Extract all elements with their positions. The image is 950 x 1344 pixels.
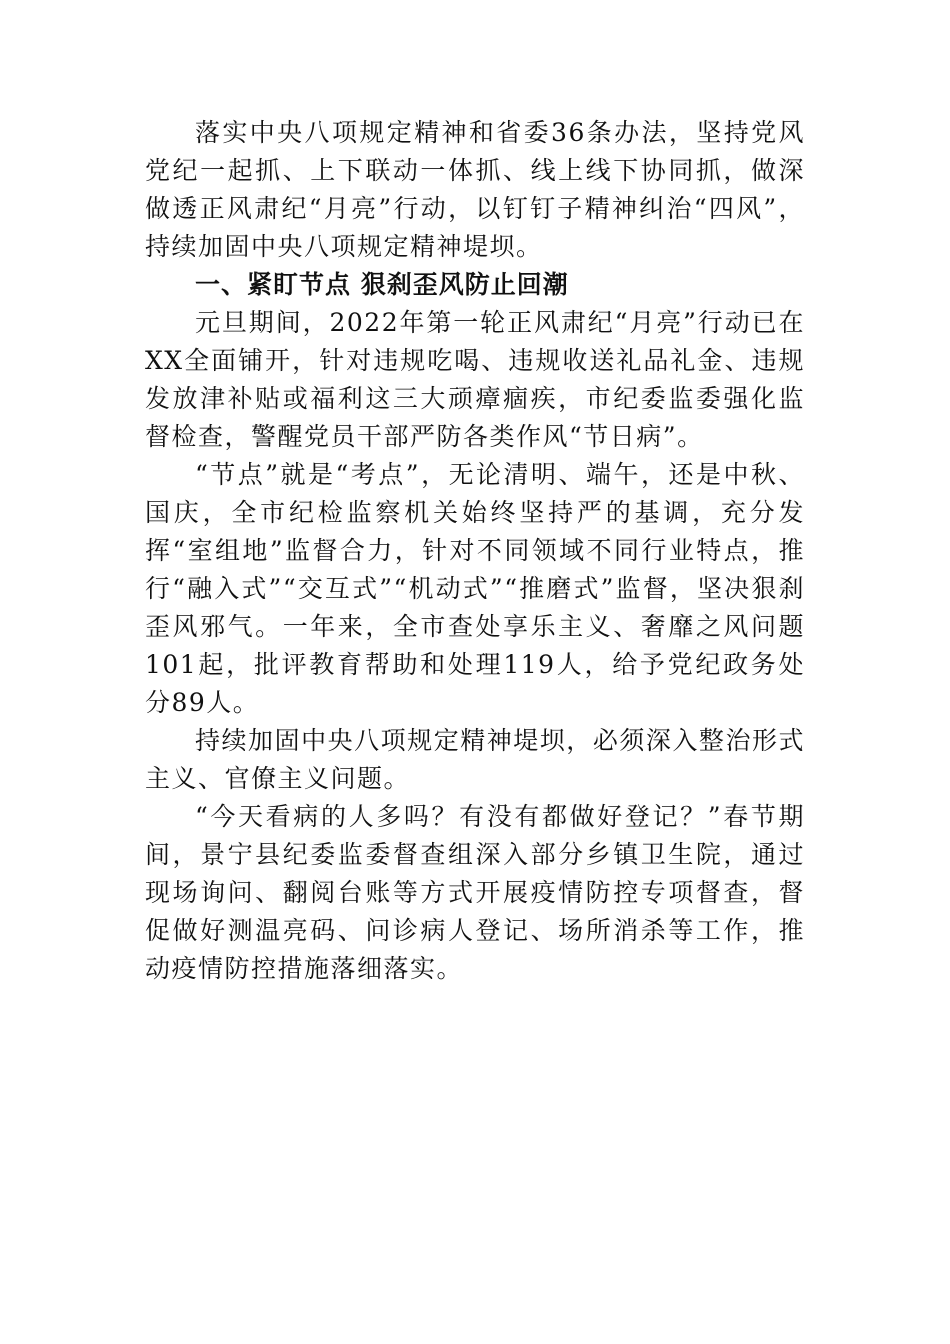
paragraph-spring-festival: “今天看病的人多吗？有没有都做好登记？”春节期间，景宁县纪委监委督查组深入部分乡镇卫生院，通过现场询问、翻阅台账等方式开展疫情防控专项督查，督促做好测温亮码、问诊病人登记、场所消杀等工作，推动疫情防控措施落细落实。	[145, 802, 805, 983]
document-body	[145, 114, 805, 988]
paragraph-intro: 落实中央八项规定精神和省委36条办法，坚持党风党纪一起抓、上下联动一体抓、线上线下协同抓，做深做透正风肃纪“月亮”行动，以钉钉子精神纠治“四风”，持续加固中央八项规定精神堤坝。	[145, 118, 806, 261]
paragraph-checkpoints: “节点”就是“考点”，无论清明、端午，还是中秋、国庆，全市纪检监察机关始终坚持严的基调，充分发挥“室组地”监督合力，针对不同领域不同行业特点，推行“融入式”“交互式”“机动式”“推磨式”监督，坚决狠刹歪风邪气。一年来，全市查处享乐主义、奢靡之风问题101起，批评教育帮助和处理119人，给予党纪政务处分89人。	[145, 460, 805, 717]
section-heading: 一、紧盯节点 狠刹歪风防止回潮	[195, 270, 569, 299]
paragraph-new-year: 元旦期间，2022年第一轮正风肃纪“月亮”行动已在XX全面铺开，针对违规吃喝、违规收送礼品礼金、违规发放津补贴或福利这三大顽瘴痼疾，市纪委监委强化监督检查，警醒党员干部严防各类作风“节日病”。	[145, 308, 805, 451]
paragraph-formalism: 持续加固中央八项规定精神堤坝，必须深入整治形式主义、官僚主义问题。	[145, 726, 805, 793]
